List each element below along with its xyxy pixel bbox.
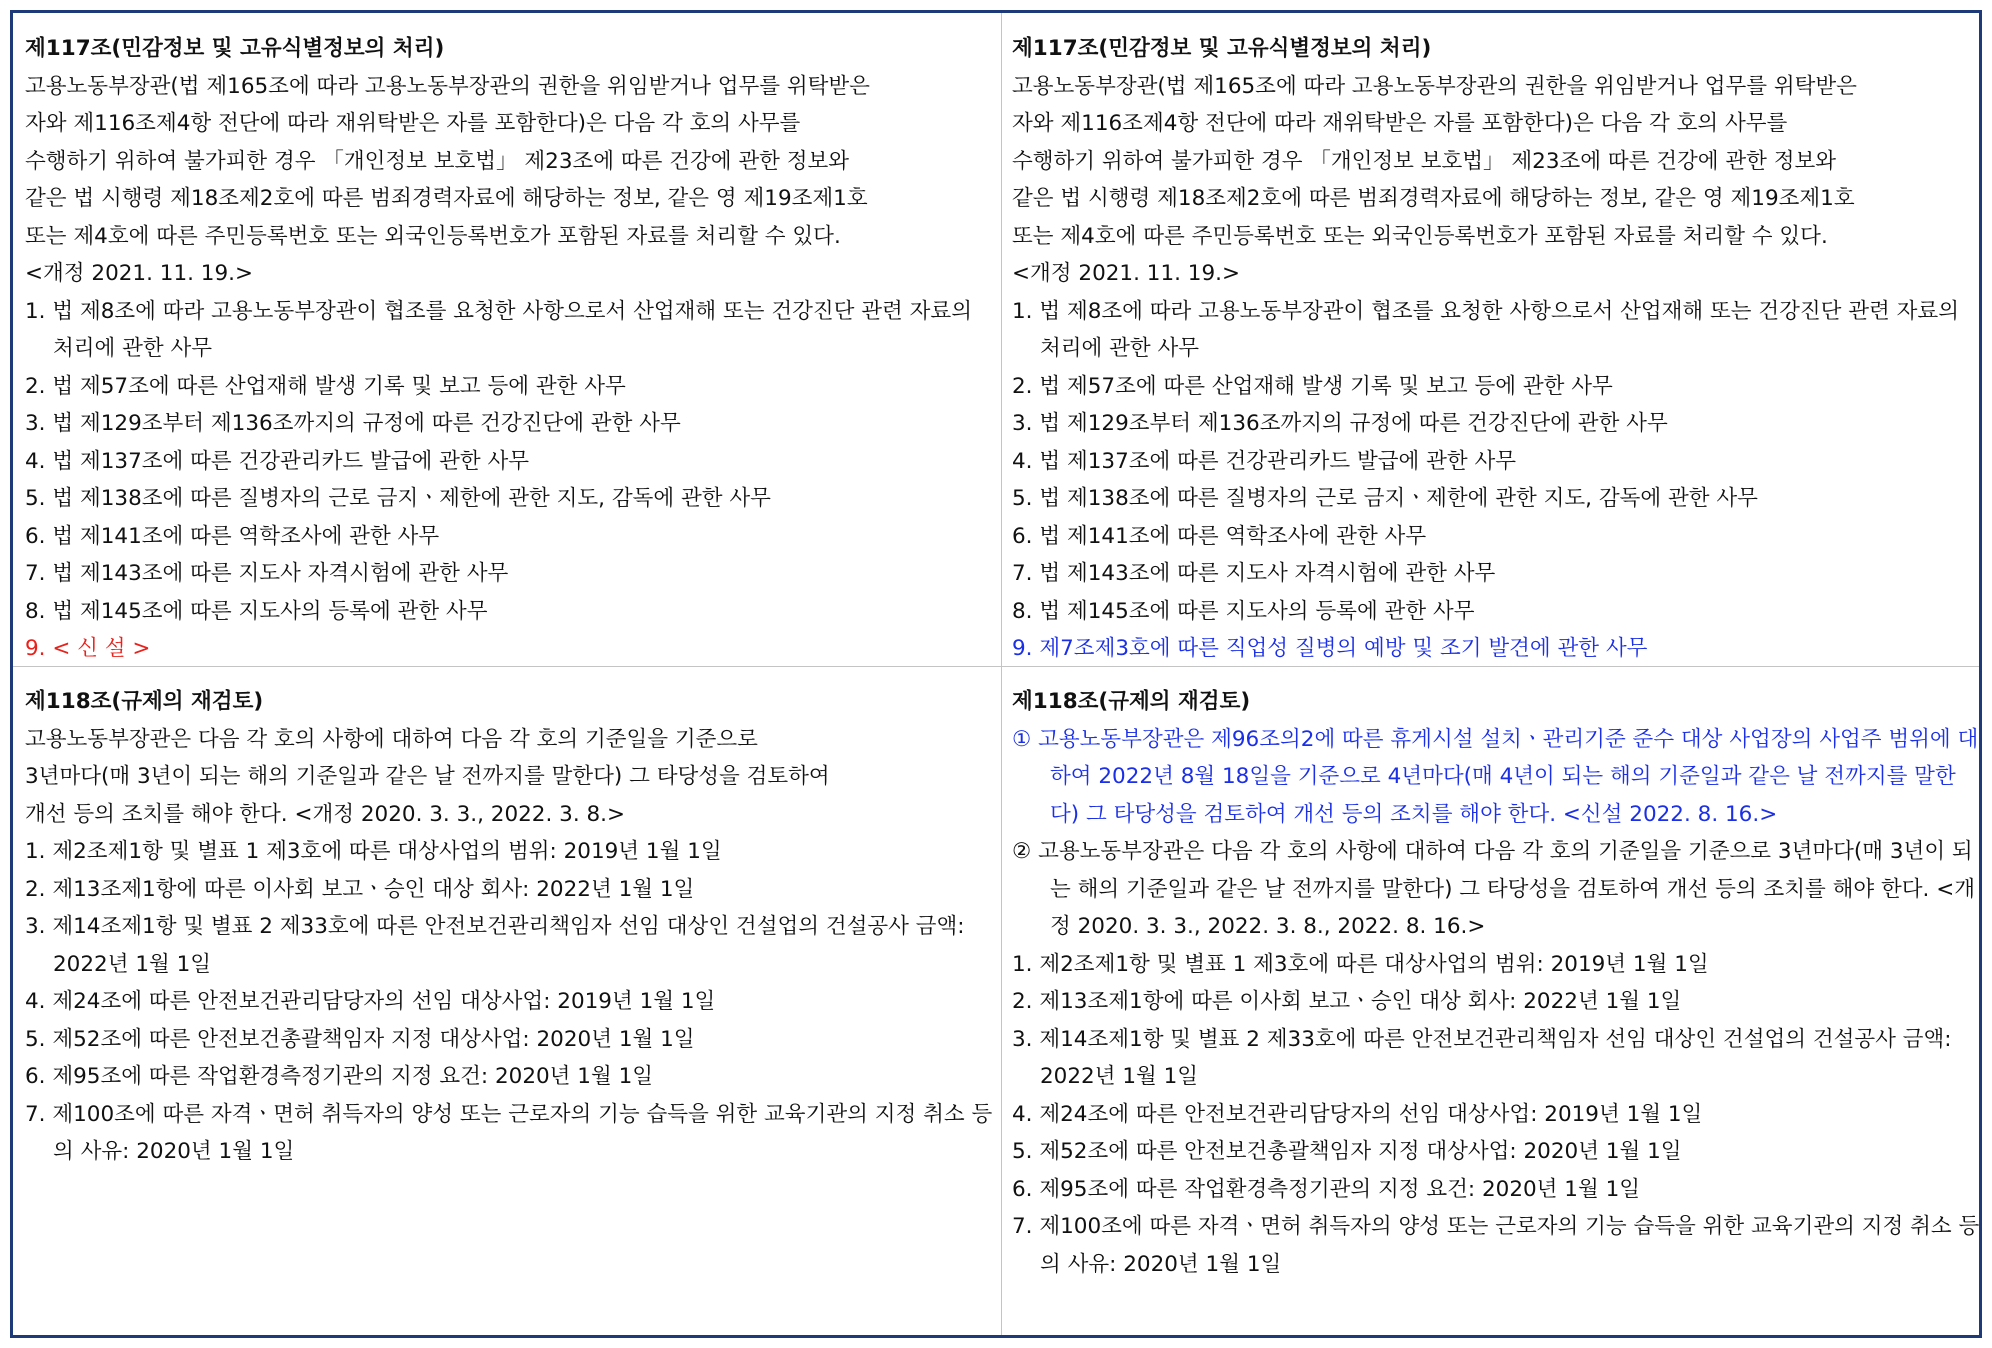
amendment-note: <개정 2021. 11. 19.> [25,261,254,286]
clause-2: ② 고용노동부장관은 다음 각 호의 사항에 대하여 다음 각 호의 기준일을 기준으로 3년마다(매 3년이 되는 해의 기준일과 같은 날 전까지를 말한다) 그 타당성을 검토하여 개선 등의 조치를 해야 한다. <개정 2020. 3. 3., 2022. 3. 8., 2022. 8. 16.> [1012,839,1975,939]
list-item: 1. 법 제8조에 따라 고용노동부장관이 협조를 요청한 사항으로서 산업재해 또는 건강진단 관련 자료의 처리에 관한 사무 [1012,298,1959,361]
list-item: 5. 제52조에 따른 안전보건총괄책임자 지정 대상사업: 2020년 1월 1일 [25,1026,695,1052]
paragraph-line: 같은 법 시행령 제18조제2호에 따른 범죄경력자료에 해당하는 정보, 같은 영 제19조제1호 [25,186,868,211]
list-item: 6. 법 제141조에 따른 역학조사에 관한 사무 [1012,523,1427,549]
article-title: 제117조(민감정보 및 고유식별정보의 처리) [1012,36,1432,61]
list-item: 7. 제100조에 따른 자격ㆍ면허 취득자의 양성 또는 근로자의 기능 습득을 위한 교육기관의 지정 취소 등의 사유: 2020년 1월 1일 [25,1101,993,1164]
article-title: 제118조(규제의 재검토) [25,689,264,714]
paragraph-line: 고용노동부장관(법 제165조에 따라 고용노동부장관의 권한을 위임받거나 업무를 위탁받은 [25,73,870,99]
article-title: 제118조(규제의 재검토) [1012,689,1251,714]
list-item: 2. 제13조제1항에 따른 이사회 보고ㆍ승인 대상 회사: 2022년 1월 1일 [25,876,695,902]
list-item: 2. 법 제57조에 따른 산업재해 발생 기록 및 보고 등에 관한 사무 [1012,373,1613,399]
list-item: 2. 제13조제1항에 따른 이사회 보고ㆍ승인 대상 회사: 2022년 1월 1일 [1012,989,1682,1014]
paragraph-line: 개선 등의 조치를 해야 한다. <개정 2020. 3. 3., 2022. 3. 8.> [25,801,626,827]
list-item: 7. 법 제143조에 따른 지도사 자격시험에 관한 사무 [1012,561,1496,586]
list-item: 6. 제95조에 따른 작업환경측정기관의 지정 요건: 2020년 1월 1일 [1012,1176,1641,1202]
clause-1-added: ① 고용노동부장관은 제96조의2에 따른 휴게시설 설치ㆍ관리기준 준수 대상 사업장의 사업주 범위에 대하여 2022년 8월 18일을 기준으로 4년마다(매 4년이 되는 해의 기준일과 같은 날 전까지를 말한다) 그 타당성을 검토하여 개선 등의 조치를 해야 한다. <신설 2022. 8. 16.> [1012,726,1979,827]
list-item-added: 9. 제7조제3호에 따른 직업성 질병의 예방 및 조기 발견에 관한 사무 [1012,636,1648,661]
paragraph-line: 같은 법 시행령 제18조제2호에 따른 범죄경력자료에 해당하는 정보, 같은 영 제19조제1호 [1012,186,1855,211]
list-item: 5. 제52조에 따른 안전보건총괄책임자 지정 대상사업: 2020년 1월 1일 [1012,1139,1682,1164]
list-item: 4. 제24조에 따른 안전보건관리담당자의 선임 대상사업: 2019년 1월 1일 [25,989,716,1014]
list-item: 5. 법 제138조에 따른 질병자의 근로 금지ㆍ제한에 관한 지도, 감독에 관한 사무 [1012,486,1758,511]
list-item: 3. 제14조제1항 및 별표 2 제33호에 따른 안전보건관리책임자 선임 대상인 건설업의 건설공사 금액: 2022년 1월 1일 [1012,1026,1952,1089]
paragraph-line: 또는 제4호에 따른 주민등록번호 또는 외국인등록번호가 포함된 자료를 처리할 수 있다. [1012,223,1828,249]
list-item: 3. 법 제129조부터 제136조까지의 규정에 따른 건강진단에 관한 사무 [25,411,681,436]
list-item: 3. 제14조제1항 및 별표 2 제33호에 따른 안전보건관리책임자 선임 대상인 건설업의 건설공사 금액: 2022년 1월 1일 [25,914,965,977]
list-item: 4. 제24조에 따른 안전보건관리담당자의 선임 대상사업: 2019년 1월 1일 [1012,1101,1703,1127]
paragraph-line: 자와 제116조제4항 전단에 따라 재위탁받은 자를 포함한다)은 다음 각 호의 사무를 [25,111,801,136]
paragraph-line: 고용노동부장관은 다음 각 호의 사항에 대하여 다음 각 호의 기준일을 기준으로 [25,726,758,752]
list-item: 2. 법 제57조에 따른 산업재해 발생 기록 및 보고 등에 관한 사무 [25,373,626,399]
list-item: 8. 법 제145조에 따른 지도사의 등록에 관한 사무 [25,598,488,624]
list-item: 4. 법 제137조에 따른 건강관리카드 발급에 관한 사무 [1012,448,1517,474]
right-article-118 [1012,683,1982,1283]
amendment-note: <개정 2021. 11. 19.> [1012,261,1241,286]
paragraph-line: 수행하기 위하여 불가피한 경우 「개인정보 보호법」 제23조에 따른 건강에 관한 정보와 [1012,148,1837,174]
list-item: 1. 제2조제1항 및 별표 1 제3호에 따른 대상사업의 범위: 2019년 1월 1일 [1012,951,1709,977]
list-item: 6. 법 제141조에 따른 역학조사에 관한 사무 [25,523,440,549]
article-title: 제117조(민감정보 및 고유식별정보의 처리) [25,36,445,61]
list-item: 3. 법 제129조부터 제136조까지의 규정에 따른 건강진단에 관한 사무 [1012,411,1668,436]
left-article-118 [25,683,995,1171]
paragraph-line: 3년마다(매 3년이 되는 해의 기준일과 같은 날 전까지를 말한다) 그 타당성을 검토하여 [25,764,830,789]
column-divider [1001,13,1002,1335]
list-item: 6. 제95조에 따른 작업환경측정기관의 지정 요건: 2020년 1월 1일 [25,1064,654,1089]
comparison-table [10,10,1982,1338]
list-item: 1. 제2조제1항 및 별표 1 제3호에 따른 대상사업의 범위: 2019년 1월 1일 [25,839,722,864]
paragraph-line: 수행하기 위하여 불가피한 경우 「개인정보 보호법」 제23조에 따른 건강에 관한 정보와 [25,148,850,174]
list-item: 1. 법 제8조에 따라 고용노동부장관이 협조를 요청한 사항으로서 산업재해 또는 건강진단 관련 자료의 처리에 관한 사무 [25,298,972,361]
list-item-new-placeholder: 9. < 신 설 > [25,636,151,661]
list-item: 8. 법 제145조에 따른 지도사의 등록에 관한 사무 [1012,598,1475,624]
left-article-117 [25,30,995,668]
right-article-117 [1012,30,1982,668]
list-item: 5. 법 제138조에 따른 질병자의 근로 금지ㆍ제한에 관한 지도, 감독에 관한 사무 [25,486,771,511]
paragraph-line: 자와 제116조제4항 전단에 따라 재위탁받은 자를 포함한다)은 다음 각 호의 사무를 [1012,111,1788,136]
paragraph-line: 고용노동부장관(법 제165조에 따라 고용노동부장관의 권한을 위임받거나 업무를 위탁받은 [1012,73,1857,99]
list-item: 7. 법 제143조에 따른 지도사 자격시험에 관한 사무 [25,561,509,586]
list-item: 7. 제100조에 따른 자격ㆍ면허 취득자의 양성 또는 근로자의 기능 습득을 위한 교육기관의 지정 취소 등의 사유: 2020년 1월 1일 [1012,1214,1980,1277]
list-item: 4. 법 제137조에 따른 건강관리카드 발급에 관한 사무 [25,448,530,474]
paragraph-line: 또는 제4호에 따른 주민등록번호 또는 외국인등록번호가 포함된 자료를 처리할 수 있다. [25,223,841,249]
